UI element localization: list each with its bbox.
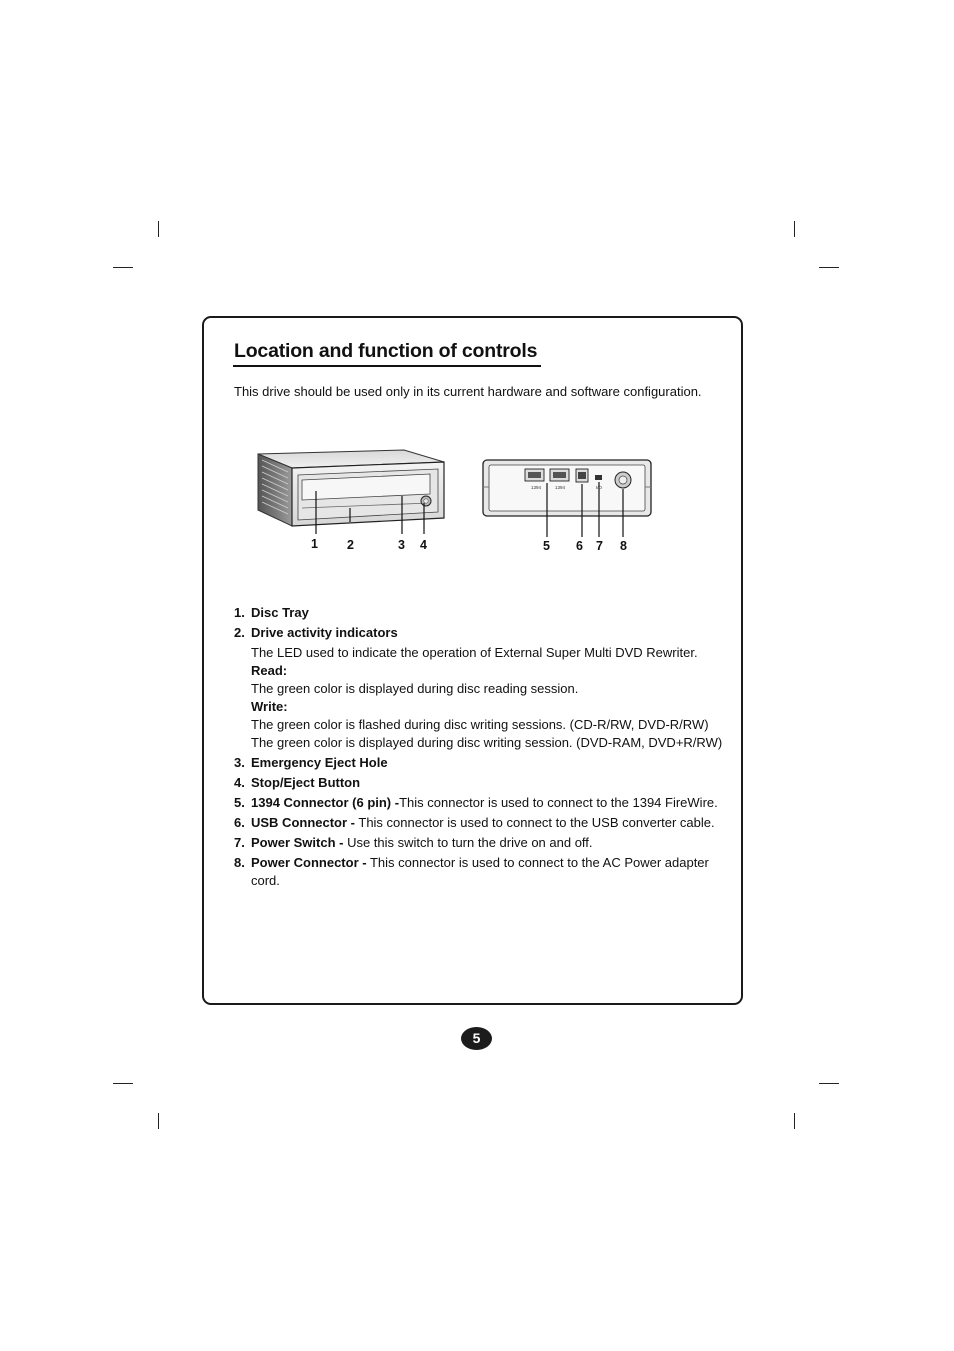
read-text: The green color is displayed during disc reading session. <box>251 681 579 696</box>
crop-mark <box>819 267 839 268</box>
intro-text: This drive should be used only in its current hardware and software configuration. <box>234 384 702 399</box>
list-item <box>234 604 724 622</box>
controls-list <box>234 604 724 892</box>
switch-label: I/O <box>596 485 603 490</box>
item-label: Power Connector - <box>251 855 367 870</box>
callout-6: 6 <box>576 539 583 553</box>
port-label-1394b: 1394 <box>555 485 566 490</box>
item-label: Emergency Eject Hole <box>251 755 388 770</box>
item-number: 5. <box>234 795 245 810</box>
list-item <box>234 624 724 642</box>
page-number: 5 <box>461 1027 492 1050</box>
item-text: This connector is used to connect to the AC Power adapter cord. <box>251 855 709 888</box>
write-label: Write: <box>251 699 288 714</box>
list-item <box>234 814 724 832</box>
list-item <box>234 854 724 890</box>
indicator-description: The LED used to indicate the operation of External Super Multi DVD Rewriter. <box>251 645 698 660</box>
callout-1: 1 <box>311 537 318 551</box>
item-number: 6. <box>234 815 245 830</box>
callout-5: 5 <box>543 539 550 553</box>
item-number: 2. <box>234 625 245 640</box>
item-label: Power Switch - <box>251 835 344 850</box>
callout-7: 7 <box>596 539 603 553</box>
item-number: 4. <box>234 775 245 790</box>
crop-mark <box>158 221 159 237</box>
drive-front-illustration <box>254 448 450 534</box>
drive-rear-illustration <box>481 459 653 539</box>
callout-8: 8 <box>620 539 627 553</box>
item-label: 1394 Connector (6 pin) - <box>251 795 400 810</box>
crop-mark <box>819 1083 839 1084</box>
item-text: This connector is used to connect to the 1394 FireWire. <box>399 795 718 810</box>
crop-mark <box>113 267 133 268</box>
item-number: 8. <box>234 855 245 870</box>
item-label: Disc Tray <box>251 605 309 620</box>
item-number: 7. <box>234 835 245 850</box>
callout-3: 3 <box>398 538 405 552</box>
title-underline <box>233 365 541 367</box>
crop-mark <box>794 1113 795 1129</box>
write-text-1: The green color is flashed during disc writing sessions. (CD-R/RW, DVD-R/RW) <box>251 717 709 732</box>
item-label: USB Connector - <box>251 815 355 830</box>
page-title: Location and function of controls <box>234 340 538 362</box>
list-item <box>234 754 724 772</box>
crop-mark <box>113 1083 133 1084</box>
list-item <box>234 834 724 852</box>
read-label: Read: <box>251 663 288 678</box>
write-text-2: The green color is displayed during disc writing session. (DVD-RAM, DVD+R/RW) <box>251 735 723 750</box>
list-item <box>234 794 724 812</box>
item-text: This connector is used to connect to the USB converter cable. <box>355 815 715 830</box>
crop-mark <box>158 1113 159 1129</box>
callout-4: 4 <box>420 538 427 552</box>
crop-mark <box>794 221 795 237</box>
list-item <box>234 774 724 792</box>
port-label-1394a: 1394 <box>531 485 542 490</box>
callout-2: 2 <box>347 538 354 552</box>
item-label: Stop/Eject Button <box>251 775 361 790</box>
item-text: Use this switch to turn the drive on and off. <box>343 835 593 850</box>
item-number: 1. <box>234 605 245 620</box>
item-label: Drive activity indicators <box>251 625 398 640</box>
item-number: 3. <box>234 755 245 770</box>
